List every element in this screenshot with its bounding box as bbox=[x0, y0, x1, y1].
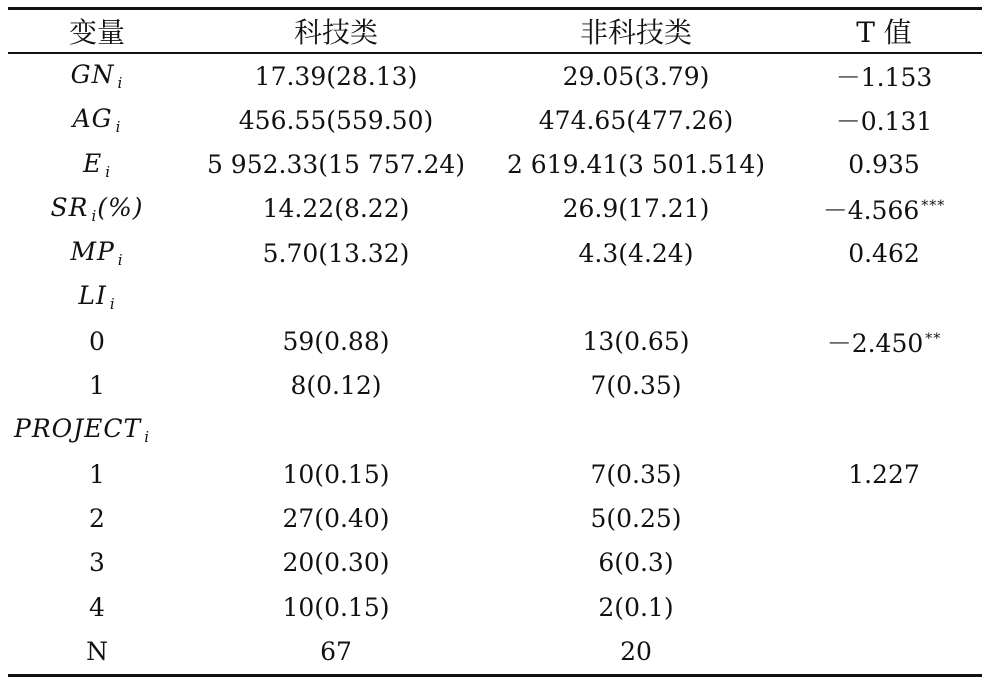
cell-t-value bbox=[786, 98, 982, 142]
cell-t-value bbox=[786, 187, 982, 231]
header-tech: 科技类 bbox=[293, 16, 378, 49]
variable-subscript: i bbox=[115, 118, 122, 137]
cell-t-value bbox=[786, 452, 982, 496]
cell-non-tech-value: 13(0.65) bbox=[582, 327, 690, 357]
table-row bbox=[8, 408, 982, 452]
variable-subscript: i bbox=[109, 295, 116, 314]
cell-tech-value: 10(0.15) bbox=[282, 592, 390, 622]
table-row bbox=[8, 275, 982, 319]
table-row bbox=[8, 52, 982, 98]
variable-name: 1 bbox=[89, 459, 105, 489]
cell-non-tech-value: 474.65(477.26) bbox=[538, 105, 734, 135]
variable-subscript: i bbox=[117, 251, 124, 270]
variable-name: 4 bbox=[89, 592, 105, 622]
row-variable bbox=[8, 452, 186, 496]
t-statistic: －1.153 bbox=[835, 63, 933, 93]
variable-subscript: i bbox=[117, 74, 124, 93]
variable-name: 0 bbox=[89, 327, 105, 357]
cell-tech-value: 27(0.40) bbox=[282, 504, 390, 534]
cell-non-tech-value: 2 619.41(3 501.514) bbox=[506, 150, 766, 180]
cell-non-tech-value: 26.9(17.21) bbox=[562, 194, 710, 224]
cell-tech-value: 456.55(559.50) bbox=[238, 105, 434, 135]
variable-name: GN bbox=[70, 60, 115, 90]
cell-non-tech-value: 20 bbox=[620, 636, 652, 666]
t-statistic: 0.935 bbox=[848, 150, 920, 180]
cell-t-value bbox=[786, 275, 982, 319]
variable-name: AG bbox=[72, 104, 113, 134]
variable-name: E bbox=[82, 148, 103, 178]
variable-name: 3 bbox=[89, 548, 105, 578]
cell-tech-value: 8(0.12) bbox=[290, 371, 382, 401]
cell-tech-value: 17.39(28.13) bbox=[254, 61, 418, 91]
cell-tech-value: 20(0.30) bbox=[282, 548, 390, 578]
row-variable bbox=[8, 98, 186, 142]
variable-subscript: i bbox=[144, 428, 151, 447]
cell-t-value bbox=[786, 629, 982, 673]
variable-name: 1 bbox=[89, 371, 105, 401]
significance-stars: *** bbox=[921, 197, 946, 214]
cell-tech-value: 10(0.15) bbox=[282, 459, 390, 489]
cell-tech-value bbox=[186, 408, 486, 452]
row-variable bbox=[8, 497, 186, 541]
table-bottom-rule bbox=[8, 674, 982, 677]
cell-non-tech-value bbox=[486, 275, 786, 319]
cell-t-value bbox=[786, 541, 982, 585]
variable-name: MP bbox=[70, 237, 115, 267]
header-variable: 变量 bbox=[68, 16, 125, 49]
variable-name: N bbox=[86, 636, 108, 666]
comparison-table bbox=[8, 10, 982, 674]
cell-non-tech-value: 6(0.3) bbox=[598, 548, 674, 578]
t-statistic: －0.131 bbox=[835, 107, 933, 137]
cell-t-value bbox=[786, 364, 982, 408]
cell-tech-value: 5.70(13.32) bbox=[262, 238, 410, 268]
table-row bbox=[8, 497, 982, 541]
row-variable bbox=[8, 408, 186, 452]
cell-t-value bbox=[786, 52, 982, 98]
cell-t-value bbox=[786, 143, 982, 187]
t-statistic: 0.462 bbox=[848, 238, 920, 268]
cell-t-value bbox=[786, 231, 982, 275]
row-variable bbox=[8, 629, 186, 673]
table-row bbox=[8, 320, 982, 364]
table-row bbox=[8, 541, 982, 585]
row-variable bbox=[8, 541, 186, 585]
header-row bbox=[8, 10, 982, 52]
header-t-value: T 值 bbox=[856, 16, 912, 49]
row-variable bbox=[8, 364, 186, 408]
cell-tech-value: 5 952.33(15 757.24) bbox=[206, 150, 466, 180]
variable-subscript: i bbox=[105, 162, 112, 181]
cell-non-tech-value: 29.05(3.79) bbox=[562, 61, 710, 91]
table-row bbox=[8, 629, 982, 673]
cell-tech-value: 67 bbox=[320, 636, 352, 666]
variable-unit: (%) bbox=[97, 192, 144, 222]
cell-tech-value: 59(0.88) bbox=[282, 327, 390, 357]
row-variable bbox=[8, 585, 186, 629]
cell-t-value bbox=[786, 408, 982, 452]
table-body bbox=[8, 52, 982, 674]
cell-non-tech-value: 2(0.1) bbox=[598, 592, 674, 622]
variable-name: LI bbox=[78, 281, 107, 311]
table-row bbox=[8, 364, 982, 408]
table-row bbox=[8, 231, 982, 275]
variable-name: 2 bbox=[89, 504, 105, 534]
row-variable bbox=[8, 52, 186, 98]
row-variable bbox=[8, 231, 186, 275]
cell-non-tech-value: 7(0.35) bbox=[590, 371, 682, 401]
row-variable bbox=[8, 320, 186, 364]
significance-stars: ** bbox=[925, 330, 942, 347]
table-row bbox=[8, 452, 982, 496]
t-statistic: 1.227 bbox=[848, 459, 920, 489]
cell-t-value bbox=[786, 585, 982, 629]
cell-tech-value: 14.22(8.22) bbox=[262, 194, 410, 224]
cell-t-value bbox=[786, 497, 982, 541]
row-variable bbox=[8, 187, 186, 231]
t-statistic: －4.566 bbox=[822, 195, 920, 225]
variable-name: SR bbox=[50, 192, 89, 222]
cell-tech-value bbox=[186, 275, 486, 319]
table-row bbox=[8, 143, 982, 187]
table-row bbox=[8, 585, 982, 629]
cell-non-tech-value bbox=[486, 408, 786, 452]
cell-non-tech-value: 5(0.25) bbox=[590, 504, 682, 534]
header-non-tech: 非科技类 bbox=[579, 16, 692, 49]
row-variable bbox=[8, 143, 186, 187]
cell-non-tech-value: 4.3(4.24) bbox=[578, 238, 694, 268]
table-row bbox=[8, 187, 982, 231]
cell-non-tech-value: 7(0.35) bbox=[590, 459, 682, 489]
variable-subscript: i bbox=[91, 206, 98, 225]
t-statistic: －2.450 bbox=[826, 328, 924, 358]
table-row bbox=[8, 98, 982, 142]
variable-name: PROJECT bbox=[14, 414, 142, 444]
row-variable bbox=[8, 275, 186, 319]
cell-t-value bbox=[786, 320, 982, 364]
